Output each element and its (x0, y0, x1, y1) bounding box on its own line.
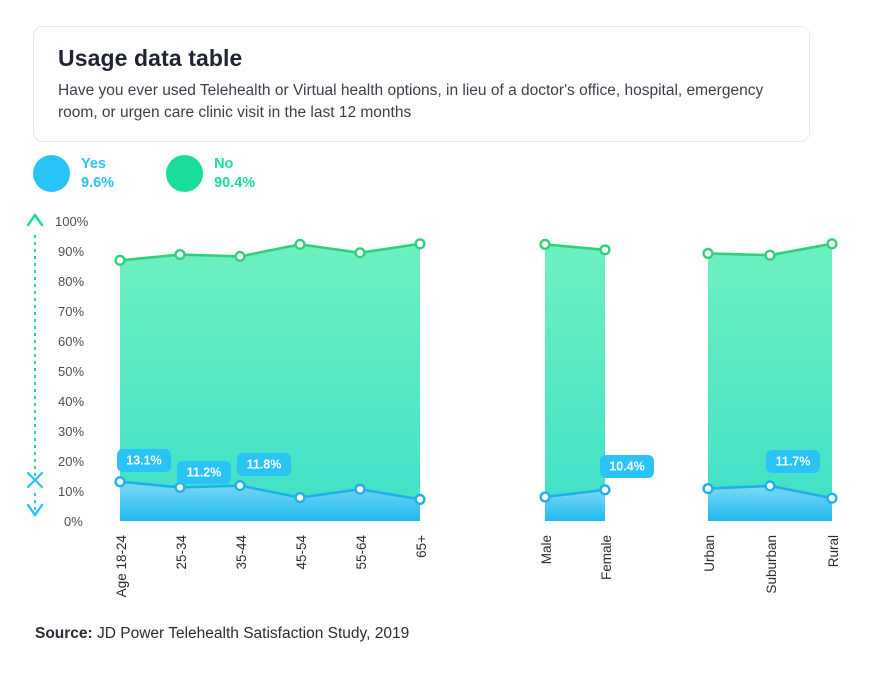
legend-dot-no-icon (166, 155, 203, 192)
x-label-suburban: Suburban (764, 535, 779, 594)
x-label-35-44: 35-44 (234, 535, 249, 570)
x-label-urban: Urban (702, 535, 717, 572)
callout-label: 11.8% (246, 457, 282, 472)
x-label-male: Male (539, 535, 554, 565)
svg-text:90%: 90% (58, 244, 85, 259)
chart-svg (0, 205, 880, 605)
legend-value-yes: 9.6% (81, 174, 115, 191)
x-label-25-34: 25-34 (174, 535, 189, 570)
svg-text:60%: 60% (58, 334, 85, 349)
panel-age (116, 239, 425, 521)
header-card (33, 26, 810, 142)
legend-label-yes: Yes (81, 156, 106, 173)
x-label-65-plus: 65+ (414, 535, 429, 558)
y-axis-indicator (28, 215, 42, 515)
page-title: Usage data table (58, 45, 243, 71)
svg-text:0%: 0% (64, 514, 83, 529)
source-text: JD Power Telehealth Satisfaction Study, 2019 (97, 625, 410, 642)
x-label-55-64: 55-64 (354, 535, 369, 570)
svg-text:40%: 40% (58, 394, 85, 409)
callout-13-1[interactable] (117, 449, 171, 472)
callout-label: 13.1% (126, 453, 162, 468)
callout-11-8[interactable] (237, 453, 291, 476)
legend-text-yes (81, 155, 114, 191)
legend-text-no (214, 155, 255, 191)
x-label-age-18-24: Age 18-24 (114, 535, 129, 598)
svg-text:70%: 70% (58, 304, 85, 319)
x-label-rural: Rural (826, 535, 841, 568)
svg-text:10%: 10% (58, 484, 85, 499)
page-subtitle: Have you ever used Telehealth or Virtual health options, in lieu of a doctor's office, hospital, emergency room, or urgen care clinic visit in the last 12 months (58, 82, 764, 122)
legend-item-yes[interactable] (33, 155, 114, 192)
svg-text:20%: 20% (58, 454, 85, 469)
panel-region (704, 239, 837, 521)
svg-text:100%: 100% (55, 214, 89, 229)
source-note (35, 625, 409, 643)
panel-gender (541, 240, 610, 521)
svg-text:80%: 80% (58, 274, 85, 289)
callout-label: 11.7% (775, 454, 811, 469)
callout-11-7[interactable] (766, 450, 820, 473)
area-no-age (120, 244, 420, 521)
area-no-region (708, 244, 832, 521)
x-label-female: Female (599, 535, 614, 581)
callout-label: 11.2% (186, 465, 222, 480)
svg-text:50%: 50% (58, 364, 85, 379)
callout-10-4[interactable] (600, 455, 654, 478)
svg-text:30%: 30% (58, 424, 85, 439)
x-label-45-54: 45-54 (294, 535, 309, 570)
y-axis-labels (55, 214, 89, 529)
legend-value-no: 90.4% (214, 174, 256, 191)
x-axis-labels (114, 535, 841, 598)
legend-dot-yes-icon (33, 155, 70, 192)
legend-item-no[interactable] (166, 155, 255, 192)
source-label: Source: (35, 625, 93, 642)
callout-label: 10.4% (609, 459, 645, 474)
callout-11-2[interactable] (177, 461, 231, 484)
area-no-gender (545, 244, 605, 521)
legend-label-no: No (214, 156, 234, 173)
chart-area (0, 205, 880, 605)
chart-legend (33, 155, 255, 192)
